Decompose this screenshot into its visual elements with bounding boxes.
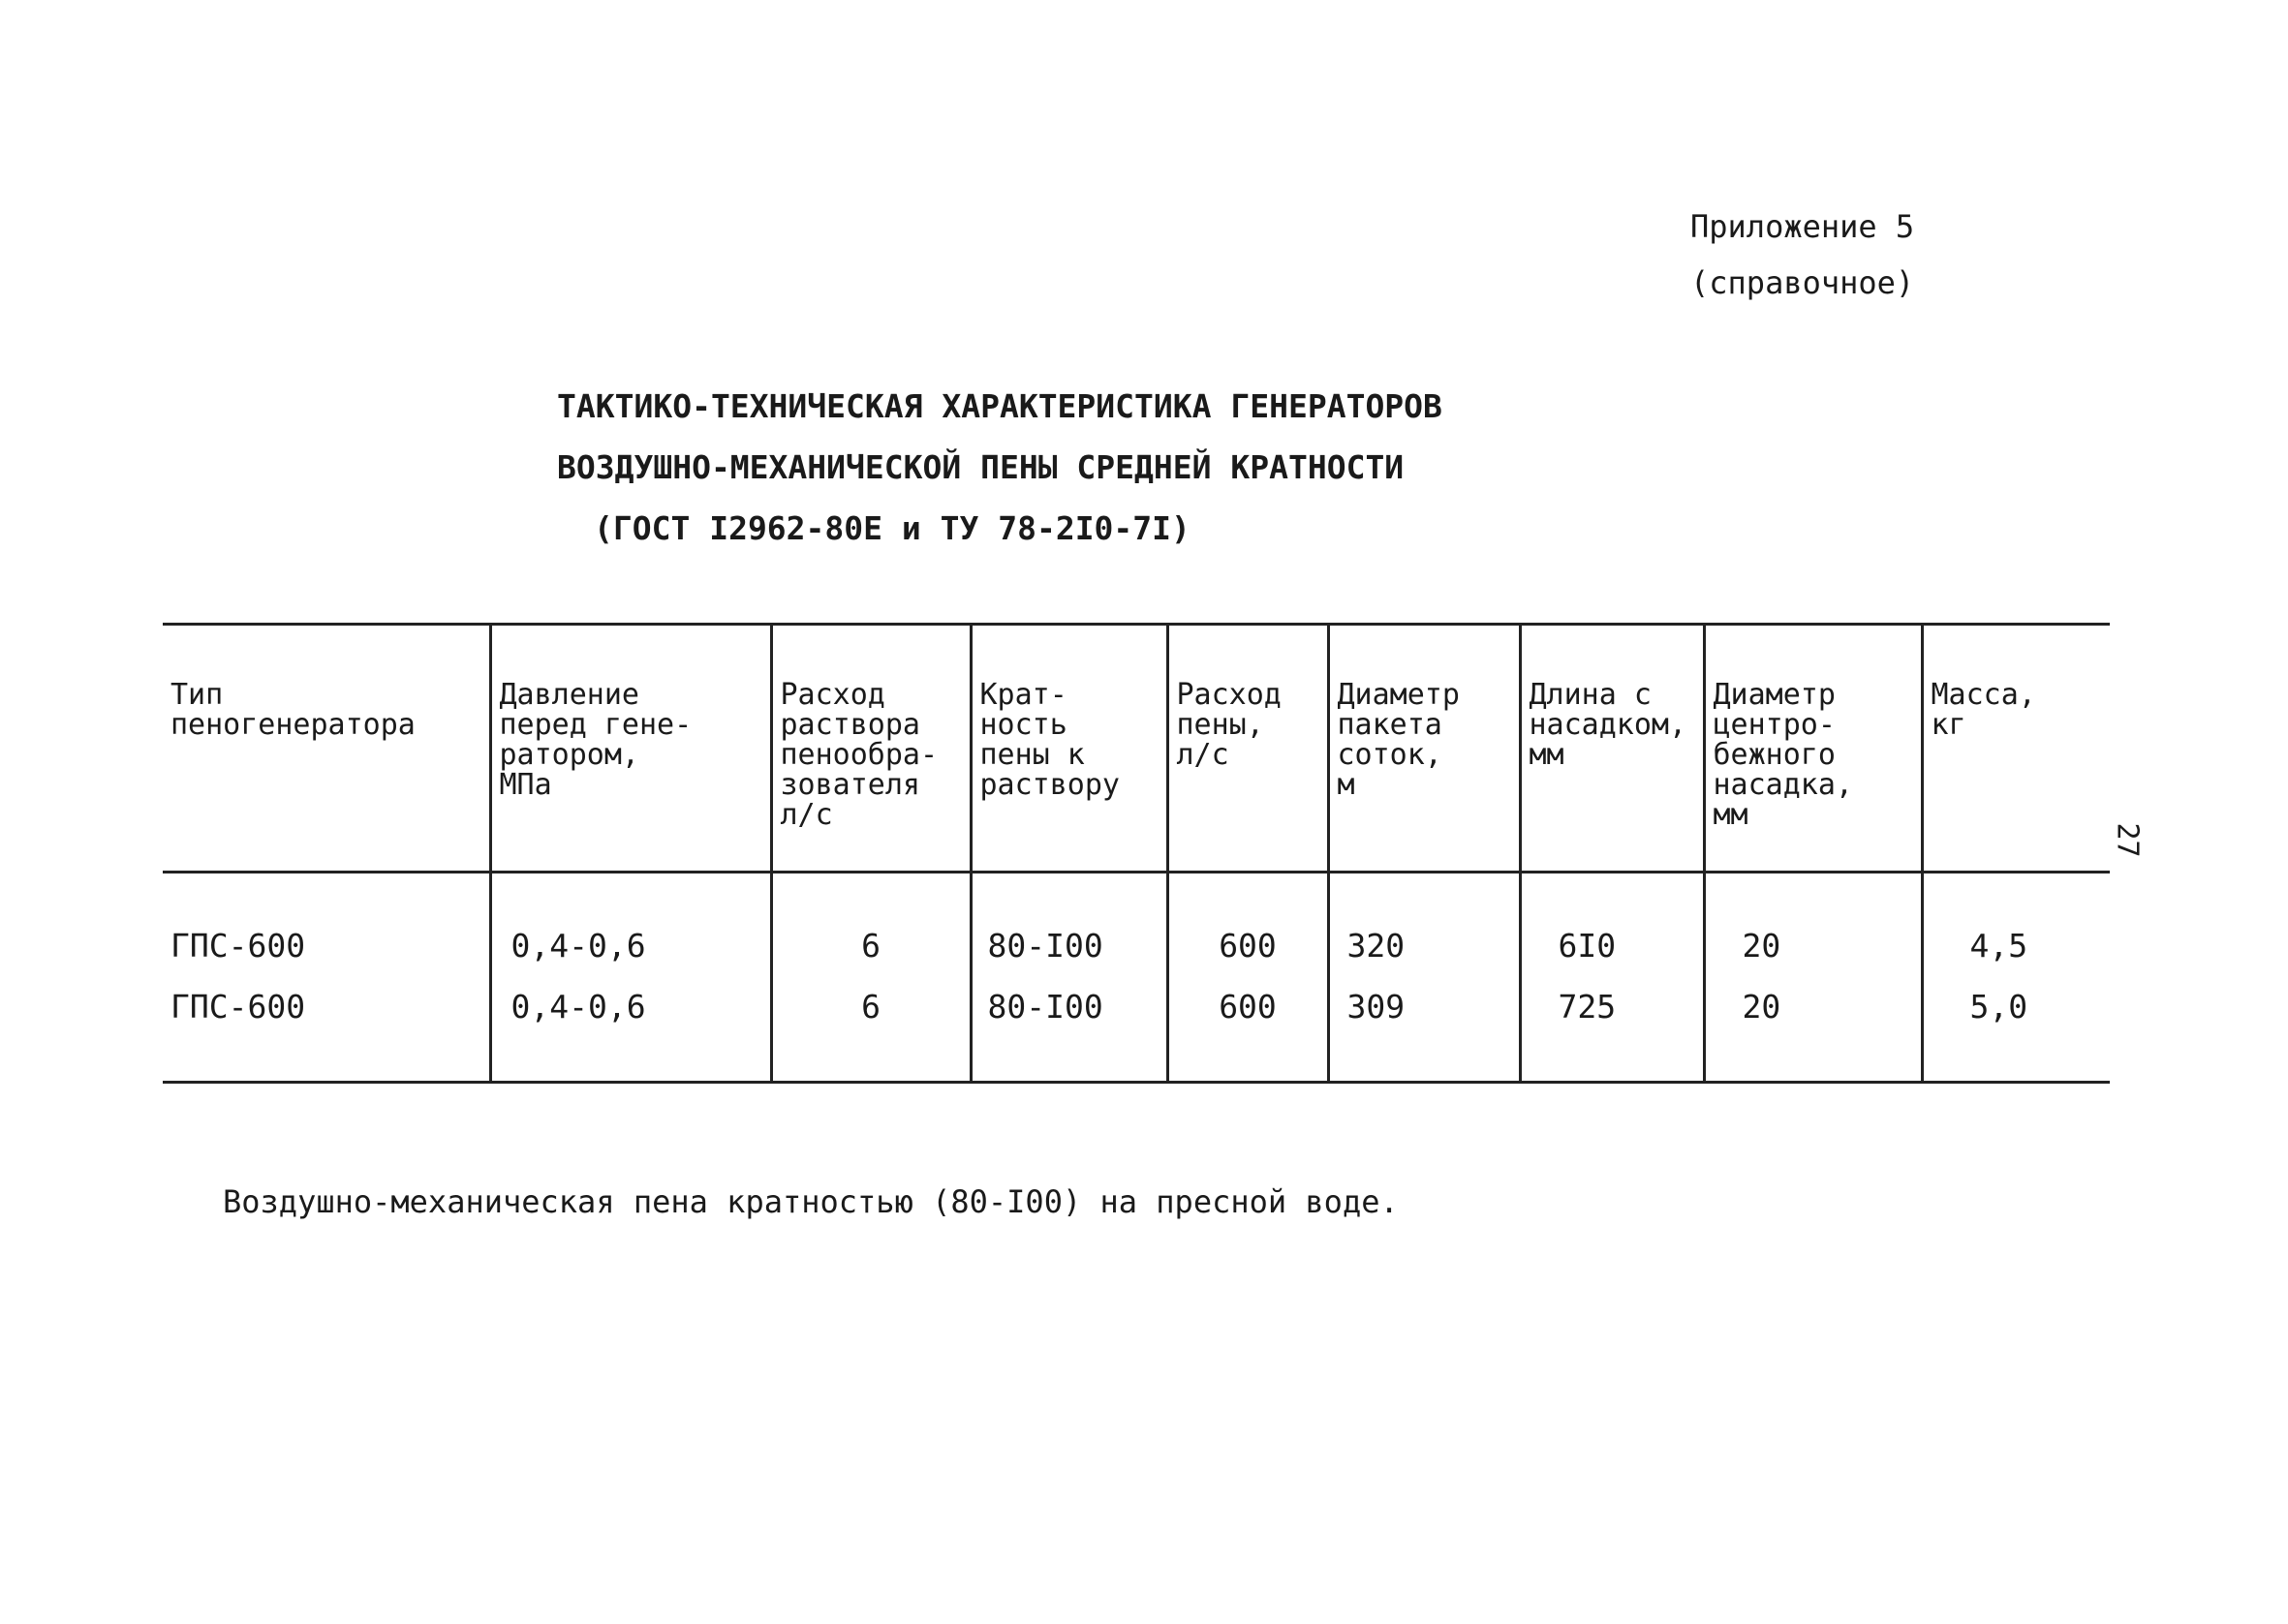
header-nozzle-diameter: Диаметр центро- бежного насадка, мм [1704,625,1922,873]
header-foam-flow: Расход пены, л/с [1167,625,1328,873]
page-number: 27 [2110,822,2145,858]
cell-pack-diameter: 309 [1328,976,1520,1083]
header-generator-type: Тип пеногенератора [163,625,490,873]
table-row [163,873,2110,977]
cell-mass: 4,5 [1922,873,2110,977]
cell-expansion-ratio: 80-I00 [971,976,1167,1083]
cell-length: 725 [1520,976,1704,1083]
cell-generator-type: ГПС-600 [170,927,306,965]
title-line-3: (ГОСТ I2962-80Е и ТУ 78-2I0-7I) [594,509,1190,547]
table-header-row [163,625,2110,873]
header-solution-flow: Расход раствора пенообра- зователя л/с [771,625,971,873]
cell-expansion-ratio: 80-I00 [971,873,1167,977]
cell-foam-flow: 600 [1167,976,1328,1083]
appendix-label: Приложение 5 [1690,208,1915,245]
header-expansion-ratio: Крат- ность пены к раствору [971,625,1167,873]
cell-solution-flow: 6 [771,873,971,977]
cell-pack-diameter: 320 [1328,873,1520,977]
cell-length: 6I0 [1520,873,1704,977]
title-line-1: ТАКТИКО-ТЕХНИЧЕСКАЯ ХАРАКТЕРИСТИКА ГЕНЕРАТОРОВ [557,387,1442,425]
table-row [163,976,2110,1083]
title-line-2: ВОЗДУШНО-МЕХАНИЧЕСКОЙ ПЕНЫ СРЕДНЕЙ КРАТНОСТИ [557,448,1405,486]
document-title [557,376,1442,559]
appendix-type: (справочное) [1690,264,1915,301]
cell-pressure: 0,4-0,6 [490,976,771,1083]
cell-solution-flow: 6 [771,976,971,1083]
cell-generator-type: ГПС-600 [170,988,306,1026]
cell-pressure: 0,4-0,6 [490,873,771,977]
cell-mass: 5,0 [1922,976,2110,1083]
cell-foam-flow: 600 [1167,873,1328,977]
appendix-header [1690,199,1914,311]
header-mass: Масса, кг [1922,625,2110,873]
cell-nozzle-diameter: 20 [1704,976,1922,1083]
generator-spec-table [163,623,2110,1084]
cell-nozzle-diameter: 20 [1704,873,1922,977]
header-pressure: Давление перед гене- ратором, МПа [490,625,771,873]
header-length: Длина с насадком, мм [1520,625,1704,873]
footnote: Воздушно-механическая пена кратностью (80-I00) на пресной воде. [223,1183,1399,1220]
header-pack-diameter: Диаметр пакета соток, м [1328,625,1520,873]
